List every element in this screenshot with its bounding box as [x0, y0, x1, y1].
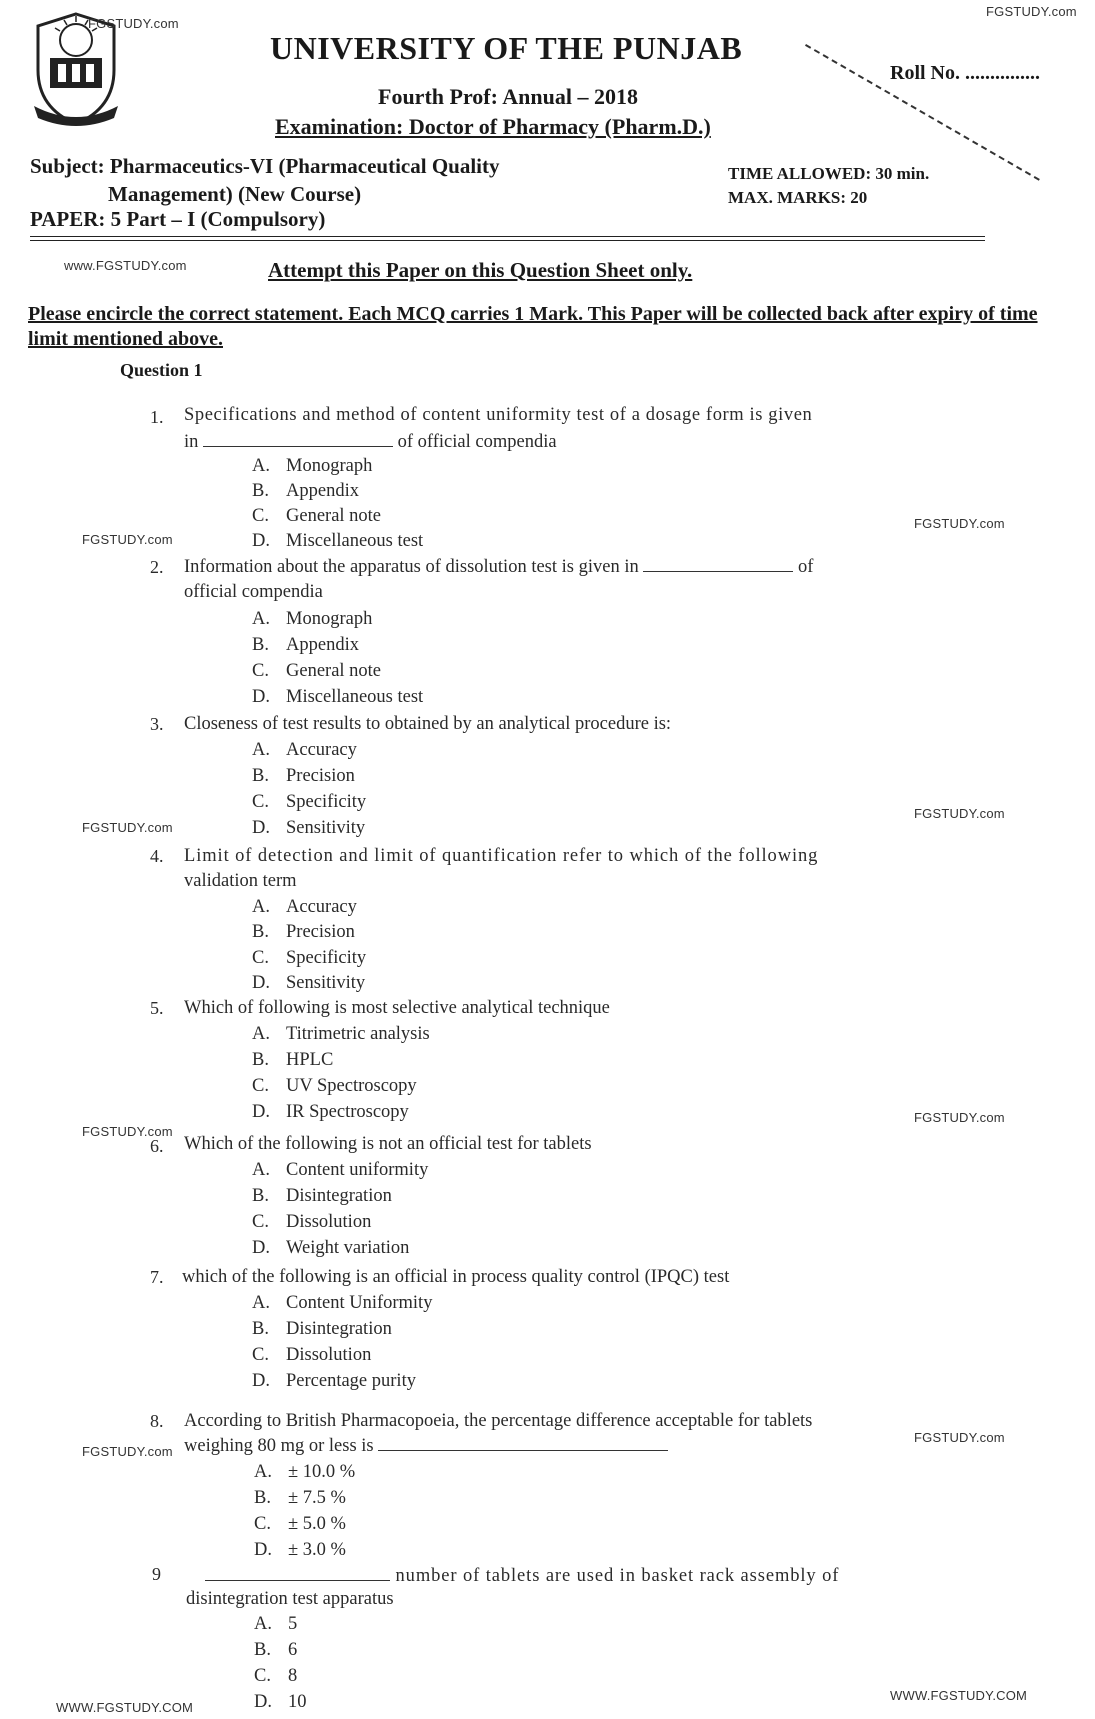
roll-number-field: Roll No. ............... — [890, 62, 1040, 84]
exam-session: Fourth Prof: Annual – 2018 — [378, 84, 638, 109]
question-number: 6. — [150, 1136, 164, 1156]
attempt-note: Attempt this Paper on this Question Sheet only. — [268, 258, 693, 282]
time-allowed: TIME ALLOWED: 30 min. — [728, 164, 930, 183]
watermark: FGSTUDY.com — [914, 516, 1005, 531]
question-number: 9 — [152, 1564, 161, 1584]
watermark: WWW.FGSTUDY.COM — [56, 1700, 194, 1715]
question-heading: Question 1 — [120, 360, 203, 380]
watermark: FGSTUDY.com — [82, 820, 173, 835]
option-a[interactable]: A. Monograph — [252, 609, 373, 629]
option-d[interactable]: D. 10 — [254, 1692, 307, 1712]
option-d[interactable]: D. Sensitivity — [252, 973, 366, 993]
option-c[interactable]: C. ± 5.0 % — [254, 1514, 346, 1534]
question-text: disintegration test apparatus — [186, 1589, 394, 1609]
question-number: 3. — [150, 714, 164, 734]
option-a[interactable]: A. Content Uniformity — [252, 1293, 433, 1313]
watermark: WWW.FGSTUDY.COM — [890, 1688, 1028, 1703]
question-text: number of tablets are used in basket rack assembly of — [205, 1566, 839, 1587]
option-b[interactable]: B. Appendix — [252, 481, 359, 501]
option-b[interactable]: B. ± 7.5 % — [254, 1488, 346, 1508]
option-c[interactable]: C. General note — [252, 661, 382, 681]
option-b[interactable]: B. 6 — [254, 1640, 298, 1660]
question-text: official compendia — [184, 582, 323, 602]
option-d[interactable]: D. Weight variation — [252, 1238, 410, 1258]
option-a[interactable]: A. Accuracy — [252, 897, 357, 917]
option-d[interactable]: D. Sensitivity — [252, 818, 366, 838]
option-c[interactable]: C. UV Spectroscopy — [252, 1076, 417, 1096]
option-d[interactable]: D. ± 3.0 % — [254, 1540, 346, 1560]
watermark: FGSTUDY.com — [986, 4, 1077, 19]
max-marks: MAX. MARKS: 20 — [728, 188, 868, 207]
watermark: FGSTUDY.com — [914, 806, 1005, 821]
question-number: 5. — [150, 998, 164, 1018]
option-d[interactable]: D. Miscellaneous test — [252, 531, 424, 551]
watermark: FGSTUDY.com — [914, 1430, 1005, 1445]
option-b[interactable]: B. Disintegration — [252, 1186, 392, 1206]
option-a[interactable]: A. Content uniformity — [252, 1160, 429, 1180]
watermark: FGSTUDY.com — [82, 1444, 173, 1459]
question-text: Which of the following is not an official test for tablets — [184, 1134, 592, 1154]
watermark: www.FGSTUDY.com — [64, 258, 187, 273]
subject-line-1: Subject: Pharmaceutics-VI (Pharmaceutical Quality — [30, 154, 500, 178]
paper-label: PAPER: 5 Part – I (Compulsory) — [30, 207, 326, 231]
university-title: UNIVERSITY OF THE PUNJAB — [270, 30, 743, 66]
option-a[interactable]: A. ± 10.0 % — [254, 1462, 356, 1482]
question-text: According to British Pharmacopoeia, the percentage difference acceptable for tablets — [184, 1411, 813, 1431]
option-d[interactable]: D. Percentage purity — [252, 1371, 416, 1391]
option-c[interactable]: C. Dissolution — [252, 1212, 372, 1232]
option-b[interactable]: B. Precision — [252, 766, 355, 786]
option-a[interactable]: A. Monograph — [252, 456, 373, 476]
divider — [30, 240, 985, 241]
question-text: Information about the apparatus of dissolution test is given in of — [184, 557, 814, 577]
option-a[interactable]: A. 5 — [254, 1614, 298, 1634]
option-c[interactable]: C. 8 — [254, 1666, 298, 1686]
question-text: Closeness of test results to obtained by an analytical procedure is: — [184, 714, 672, 734]
question-text: validation term — [184, 871, 297, 891]
question-number: 2. — [150, 557, 164, 577]
option-d[interactable]: D. IR Spectroscopy — [252, 1102, 409, 1122]
option-c[interactable]: C. Specificity — [252, 792, 367, 812]
option-d[interactable]: D. Miscellaneous test — [252, 687, 424, 707]
option-a[interactable]: A. Accuracy — [252, 740, 357, 760]
question-text: Limit of detection and limit of quantification refer to which of the following — [184, 846, 819, 866]
divider — [30, 236, 985, 237]
question-text: Specifications and method of content uniformity test of a dosage form is given — [184, 405, 813, 425]
option-b[interactable]: B. HPLC — [252, 1050, 334, 1070]
question-text: Which of following is most selective analytical technique — [184, 998, 610, 1018]
question-text: in of official compendia — [184, 432, 557, 452]
question-number: 1. — [150, 407, 164, 427]
option-b[interactable]: B. Disintegration — [252, 1319, 392, 1339]
option-a[interactable]: A. Titrimetric analysis — [252, 1024, 430, 1044]
option-b[interactable]: B. Appendix — [252, 635, 359, 655]
question-number: 4. — [150, 846, 164, 866]
examination-title: Examination: Doctor of Pharmacy (Pharm.D.) — [275, 114, 711, 139]
question-text: weighing 80 mg or less is — [184, 1436, 668, 1457]
watermark: FGSTUDY.com — [88, 16, 179, 31]
option-c[interactable]: C. Specificity — [252, 948, 367, 968]
watermark: FGSTUDY.com — [82, 1124, 173, 1139]
question-number: 7. — [150, 1267, 164, 1287]
option-b[interactable]: B. Precision — [252, 922, 355, 942]
watermark: FGSTUDY.com — [914, 1110, 1005, 1125]
option-c[interactable]: C. Dissolution — [252, 1345, 372, 1365]
instructions: Please encircle the correct statement. Each MCQ carries 1 Mark. This Paper will be collected back after expiry of time limit mentioned above. — [28, 303, 1038, 350]
subject-line-2: Management) (New Course) — [108, 182, 362, 206]
watermark: FGSTUDY.com — [82, 532, 173, 547]
question-text: which of the following is an official in process quality control (IPQC) test — [182, 1267, 730, 1287]
option-c[interactable]: C. General note — [252, 506, 382, 526]
question-number: 8. — [150, 1411, 164, 1431]
